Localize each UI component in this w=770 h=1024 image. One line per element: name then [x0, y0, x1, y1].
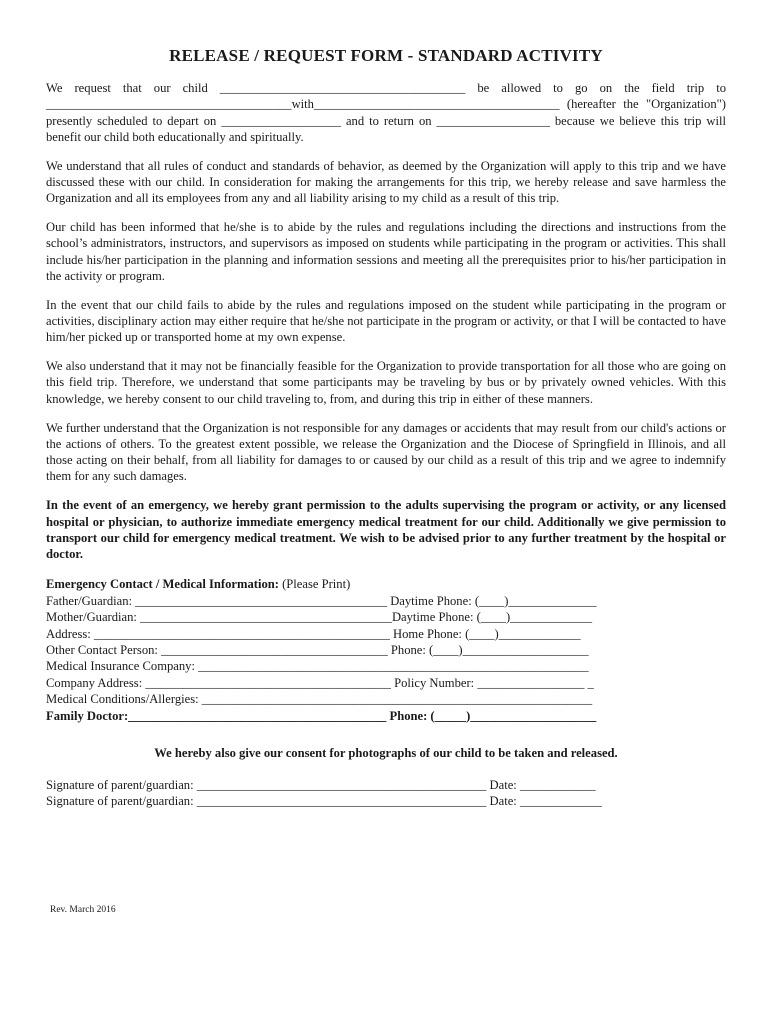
signature-field[interactable]: Signature of parent/guardian: ______________________________________________ Date: ____________ — [46, 778, 596, 793]
depart-date-blank[interactable]: ___________________ — [221, 113, 341, 128]
revision-note: Rev. March 2016 — [50, 905, 116, 915]
company-address-field[interactable]: Company Address: _______________________________________ Policy Number: _________________ _ — [46, 675, 594, 690]
conduct-paragraph: We understand that all rules of conduct and standards of behavior, as deemed by the Organization will apply to this trip and we have discussed these with our child. In consideration for making the arrangements for this trip, we hereby release and save harmless the Organization and all its employees from any and all liability arising to my child as a result of this trip. — [46, 158, 726, 206]
liability-paragraph: We further understand that the Organization is not responsible for any damages or accidents that may result from our child's actions or the actions of others. To the greatest extent possible, we release the Organization and the Diocese of Springfield in Illinois, and all those acting on their behalf, from all liability for damages to or caused by our child as a result of this trip and we agree to indemnify them for any such damages. — [46, 420, 726, 484]
intro-text: with — [291, 97, 314, 112]
discipline-paragraph: In the event that our child fails to abide by the rules and regulations imposed on the student while participating in the program or activities, disciplinary action may either require that he/she not participate in the program or activity, or that I will be contacted to have him/her picked up or transported home at my own expense. — [46, 297, 726, 345]
signature-section — [46, 777, 726, 810]
transportation-paragraph: We also understand that it may not be financially feasible for the Organization to provide transportation for all those who are going on this field trip. Therefore, we understand that some participants may be traveling by bus or by privately owned vehicles. With this knowledge, we hereby consent to our child traveling to, from, and during this trip in either of these manners. — [46, 359, 726, 406]
emergency-contact-section — [46, 576, 726, 724]
family-doctor-field[interactable]: Family Doctor:_________________________________________ Phone: (_____)____________________ — [46, 708, 597, 723]
intro-text: (hereafter the "Organization") presently scheduled to depart on — [46, 97, 726, 128]
return-date-blank[interactable]: __________________ — [436, 113, 550, 128]
intro-text: and to return on — [340, 113, 437, 128]
insurance-company-field[interactable]: Medical Insurance Company: ______________________________________________________________ — [46, 659, 589, 674]
organization-blank[interactable]: _______________________________________ — [313, 97, 560, 112]
intro-text: be allowed to go on the field trip to — [465, 81, 726, 95]
emergency-header-label: Emergency Contact / Medical Information: — [46, 577, 279, 592]
release-form — [46, 46, 726, 810]
page-title: RELEASE / REQUEST FORM - STANDARD ACTIVITY — [169, 46, 603, 65]
photo-consent: We hereby also give our consent for photographs of our child to be taken and released. — [154, 746, 618, 761]
intro-text: because we believe this trip will benefit our child both educationally and spiritually. — [46, 113, 726, 144]
child-name-blank[interactable]: _______________________________________ — [219, 81, 466, 95]
emergency-header — [46, 576, 726, 592]
intro-paragraph — [46, 80, 726, 145]
emergency-paragraph: In the event of an emergency, we hereby grant permission to the adults supervising the program or activity, or any licensed hospital or physician, to authorize immediate emergency medical treatment for our child. Additionally we give permission to transport our child for emergency medical treatment. We wish to be advised prior to any further treatment by the hospital or doctor. — [46, 498, 726, 562]
address-field[interactable]: Address: _______________________________________________ Home Phone: (____)_____________ — [46, 626, 581, 641]
other-contact-field[interactable]: Other Contact Person: ____________________________________ Phone: (____)____________________ — [46, 643, 589, 658]
intro-text: We request that our child — [46, 81, 220, 95]
emergency-header-note: (Please Print) — [278, 577, 351, 592]
signature-field[interactable]: Signature of parent/guardian: ______________________________________________ Date: _____________ — [46, 794, 602, 809]
medical-conditions-field[interactable]: Medical Conditions/Allergies: ______________________________________________________________ — [46, 692, 593, 707]
rules-paragraph: Our child has been informed that he/she is to abide by the rules and regulations including the directions and instructions from the school’s administrators, instructors, and supervisors as imposed on students while participating in the program or activities. This shall include his/her participation in the planning and information sessions and meeting all the prerequisites prior to his/her participation in the activity or program. — [46, 220, 726, 283]
trip-destination-blank[interactable]: _______________________________________ — [46, 97, 292, 112]
father-guardian-field[interactable]: Father/Guardian: ________________________________________ Daytime Phone: (____)______________ — [46, 593, 597, 608]
mother-guardian-field[interactable]: Mother/Guardian: ________________________________________Daytime Phone: (____)_____________ — [46, 610, 593, 625]
